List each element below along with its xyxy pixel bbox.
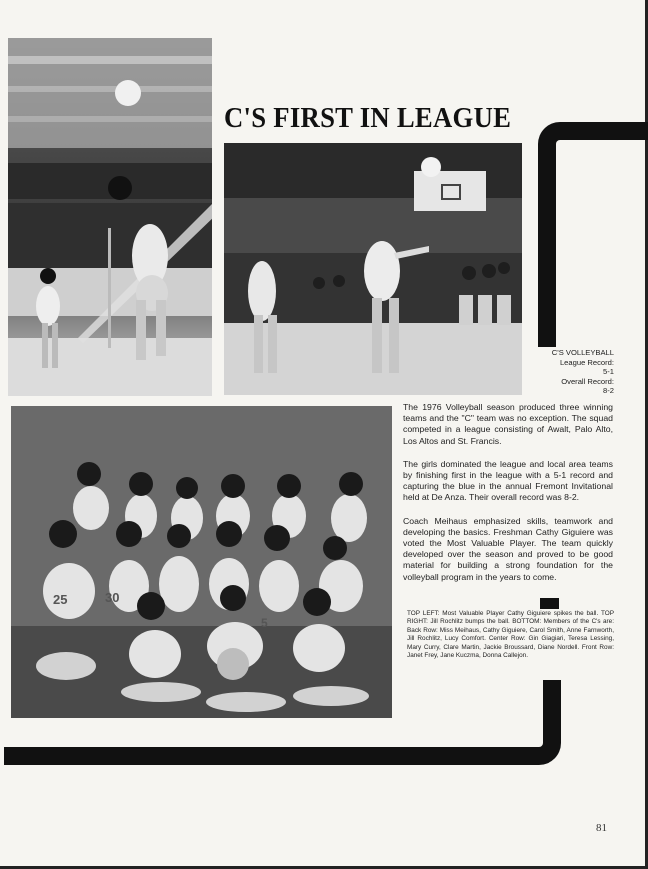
article-paragraph: Coach Meihaus emphasized skills, teamwork and developing the basics. Freshman Cathy Giguiere was voted the Most Valuable Player. The team quickly developed over the season and proved to be good material for building a strong foundation for the volleyball program in the years to come. [403, 515, 613, 582]
record-title: C'S VOLLEYBALL [551, 348, 614, 357]
page-title: C'S FIRST IN LEAGUE [224, 102, 512, 134]
photo-bump [224, 143, 522, 395]
overall-record-value: 8-2 [603, 386, 614, 396]
photo-team [11, 406, 392, 718]
jersey-number: 5 [261, 616, 268, 630]
page-number: 81 [596, 822, 607, 834]
league-record-label: League Record: [559, 357, 614, 367]
caption-marker [540, 598, 559, 609]
photo-spike [8, 38, 212, 396]
jersey-number: 25 [53, 592, 68, 607]
article-body [403, 402, 613, 595]
overall-record-label: Overall Record: [561, 376, 614, 386]
frame-bracket-top [538, 122, 648, 347]
photo-caption: TOP LEFT: Most Valuable Player Cathy Giguiere spikes the ball. TOP RIGHT: Jill Rochlitz bumps the ball. BOTTOM: Members of the C's are: Back Row: Miss Meihaus, Cathy Giguiere, Carol Smith, Anne Farnworth, Jill Rochlitz, Lucy Comfort. Center Row: Gin Giagiari, Teresa Lessing, Mary Curry, Clare Martin, Jackie Broussard, Diane Nordell. Front Row: Janet Frey, Jane Kuczma, Donna Callejon. [407, 610, 614, 660]
article-paragraph: The 1976 Volleyball season produced three winning teams and the "C" team was no exception. The squad competed in a league consisting of Awalt, Palo Alto, Los Altos and St. Francis. [403, 402, 613, 446]
jersey-number: 30 [105, 590, 120, 605]
article-paragraph: The girls dominated the league and local area teams by finishing first in the league with a 5-1 record and capturing the blue in the annual Fremont Invitational held at De Anza. Their overall record was 8-2. [403, 458, 613, 503]
league-record-value: 5-1 [603, 367, 614, 377]
team-record [522, 348, 614, 396]
